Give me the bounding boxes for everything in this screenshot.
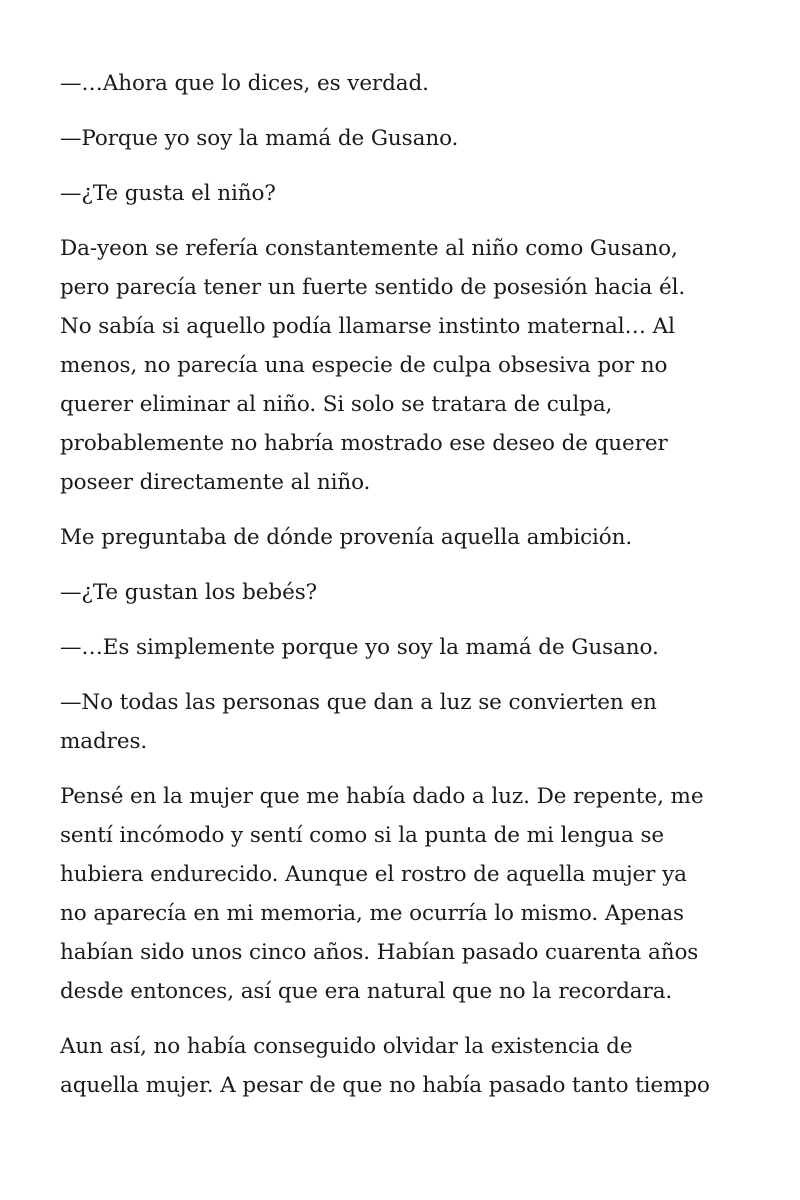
paragraph <box>60 628 750 667</box>
text-line: No sabía si aquello podía llamarse instinto maternal… Al <box>60 314 675 339</box>
text-line: madres. <box>60 729 148 754</box>
paragraph <box>60 119 750 158</box>
text-line: no aparecía en mi memoria, me ocurría lo mismo. Apenas <box>60 901 684 926</box>
document-page <box>60 64 750 1121</box>
paragraph <box>60 573 750 612</box>
text-line: probablemente no habría mostrado ese deseo de querer <box>60 431 668 456</box>
text-line: —¿Te gustan los bebés? <box>60 580 318 605</box>
text-line: aquella mujer. A pesar de que no había pasado tanto tiempo <box>60 1073 710 1098</box>
text-line: Me preguntaba de dónde provenía aquella ambición. <box>60 525 633 550</box>
text-line: sentí incómodo y sentí como si la punta de mi lengua se <box>60 823 665 848</box>
text-line: querer eliminar al niño. Si solo se tratara de culpa, <box>60 392 613 417</box>
paragraph <box>60 1027 750 1105</box>
text-line: Pensé en la mujer que me había dado a luz. De repente, me <box>60 784 704 809</box>
text-line: Da-yeon se refería constantemente al niño como Gusano, <box>60 236 678 261</box>
text-line: menos, no parecía una especie de culpa obsesiva por no <box>60 353 668 378</box>
paragraph <box>60 683 750 761</box>
text-line: —…Es simplemente porque yo soy la mamá de Gusano. <box>60 635 659 660</box>
text-line: poseer directamente al niño. <box>60 470 371 495</box>
text-line: habían sido unos cinco años. Habían pasado cuarenta años <box>60 940 699 965</box>
text-line: hubiera endurecido. Aunque el rostro de aquella mujer ya <box>60 862 687 887</box>
paragraph <box>60 174 750 213</box>
paragraph <box>60 64 750 103</box>
paragraph <box>60 229 750 502</box>
text-line: —Porque yo soy la mamá de Gusano. <box>60 126 459 151</box>
text-line: Aun así, no había conseguido olvidar la existencia de <box>60 1034 633 1059</box>
paragraph <box>60 518 750 557</box>
text-line: —¿Te gusta el niño? <box>60 181 276 206</box>
paragraph <box>60 777 750 1011</box>
text-line: pero parecía tener un fuerte sentido de posesión hacia él. <box>60 275 686 300</box>
text-line: desde entonces, así que era natural que no la recordara. <box>60 979 673 1004</box>
text-line: —…Ahora que lo dices, es verdad. <box>60 71 429 96</box>
text-line: —No todas las personas que dan a luz se convierten en <box>60 690 657 715</box>
